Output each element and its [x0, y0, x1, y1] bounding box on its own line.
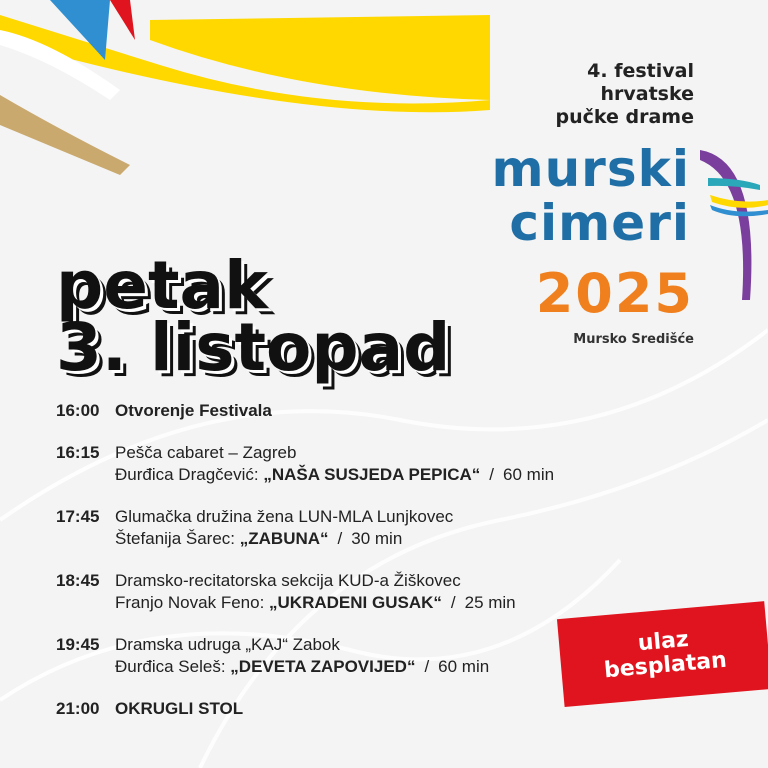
schedule-time: 19:45 [56, 635, 100, 654]
schedule-item [56, 400, 616, 422]
schedule-time: 17:45 [56, 507, 100, 526]
schedule-time: 16:00 [56, 401, 100, 420]
festival-subtitle [556, 60, 695, 129]
badge-line-2: besplatan [603, 647, 728, 684]
badge-line-1: ulaz [636, 626, 690, 657]
schedule-duration: 60 min [503, 465, 555, 484]
date: 3. listopad [56, 309, 451, 386]
brand-line-2: cimeri [509, 194, 690, 252]
schedule-item: 16:15 Pešča cabaret – Zagreb Đurđica Dragčević: „NAŠA SUSJEDA PEPICA“ / 60 min [56, 442, 616, 486]
schedule-author: Đurđica Dragčević: [115, 465, 259, 484]
schedule-play: „ZABUNA“ [239, 529, 329, 548]
schedule-play: „NAŠA SUSJEDA PEPICA“ [263, 465, 481, 484]
schedule-title: OKRUGLI STOL [115, 699, 244, 718]
schedule-time: 16:15 [56, 443, 100, 462]
schedule-author: Franjo Novak Feno: [115, 593, 265, 612]
festival-line-3: pučke drame [555, 106, 694, 128]
schedule-duration: 30 min [351, 529, 403, 548]
schedule-item: 17:45 Glumačka družina žena LUN-MLA Lunjkovec Štefanija Šarec: „ZABUNA“ / 30 min [56, 506, 616, 550]
schedule-title: Pešča cabaret – Zagreb [115, 443, 297, 462]
schedule-play: „DEVETA ZAPOVIJED“ [230, 657, 416, 676]
schedule-duration: 60 min [438, 657, 490, 676]
schedule-item: 19:45 Dramska udruga „KAJ“ Zabok Đurđica Seleš: „DEVETA ZAPOVIJED“ / 60 min [56, 634, 616, 678]
free-entry-badge [557, 601, 768, 707]
schedule-title: Glumačka družina žena LUN-MLA Lunjkovec [115, 507, 454, 526]
weekday: petak [56, 247, 268, 324]
festival-line-1: 4. festival [587, 60, 694, 82]
schedule-author: Đurđica Seleš: [115, 657, 226, 676]
schedule-title: Dramsko-recitatorska sekcija KUD-a Žiškovec [115, 571, 461, 590]
festival-line-2: hrvatske [600, 83, 694, 105]
day-heading [56, 247, 451, 386]
brand-line-1: murski [491, 140, 690, 198]
schedule-item [56, 698, 616, 720]
schedule-item: 18:45 Dramsko-recitatorska sekcija KUD-a Žiškovec Franjo Novak Feno: „UKRADENI GUSAK“ / 25 min [56, 570, 616, 614]
schedule-list [56, 400, 616, 740]
schedule-play: „UKRADENI GUSAK“ [269, 593, 442, 612]
schedule-title: Otvorenje Festivala [115, 401, 272, 420]
schedule-duration: 25 min [464, 593, 516, 612]
schedule-time: 21:00 [56, 699, 100, 718]
festival-logo [491, 142, 690, 250]
schedule-time: 18:45 [56, 571, 100, 590]
schedule-title: Dramska udruga „KAJ“ Zabok [115, 635, 340, 654]
festival-year: 2025 [535, 262, 694, 325]
schedule-author: Štefanija Šarec: [115, 529, 236, 548]
festival-town: Mursko Središće [573, 332, 694, 347]
